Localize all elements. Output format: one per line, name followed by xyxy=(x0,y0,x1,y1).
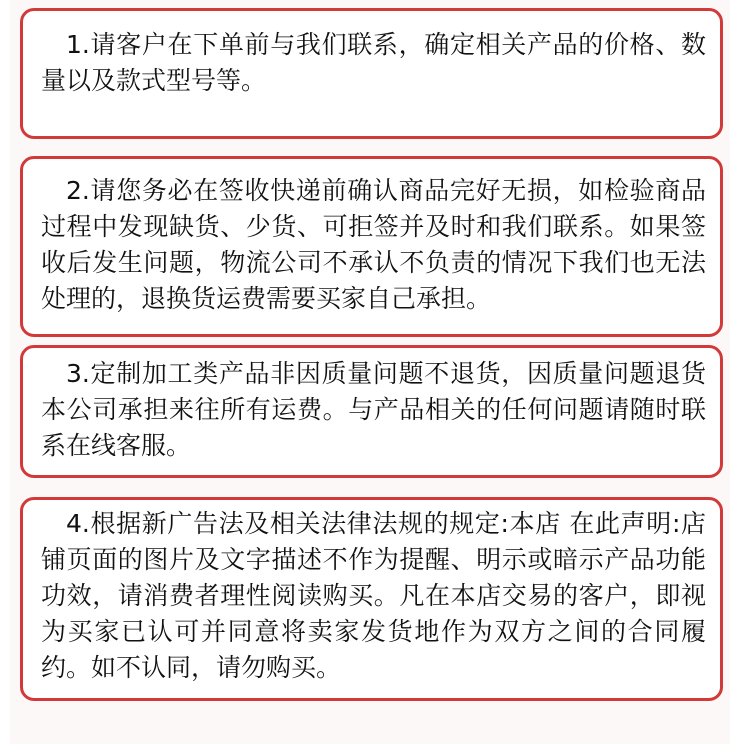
notice-box-3 xyxy=(20,345,723,478)
notice-box-2 xyxy=(20,156,723,337)
notice-text-3: 3.定制加工类产品非因质量问题不退货，因质量问题退货本公司承担来往所有运费。与产品相关的任何问题请随时联系在线客服。 xyxy=(41,359,706,460)
notice-text-4: 4.根据新广告法及相关法律法规的规定:本店 在此声明:店铺页面的图片及文字描述不作为提醒、明示或暗示产品功能功效，请消费者理性阅读购买。凡在本店交易的客户，即视为买家已认可并同意将卖家发货地作为双方之间的合同履约。如不认同，请勿购买。 xyxy=(41,509,706,682)
notice-text-2: 2.请您务必在签收快递前确认商品完好无损，如检验商品过程中发现缺货、少货、可拒签并及时和我们联系。如果签收后发生问题，物流公司不承认不负责的情况下我们也无法处理的，退换货运费需要买家自己承担。 xyxy=(41,176,706,313)
notice-box-4 xyxy=(20,497,723,701)
notice-text-1: 1.请客户在下单前与我们联系，确定相关产品的价格、数量以及款式型号等。 xyxy=(41,30,706,95)
notice-box-1 xyxy=(20,8,723,139)
